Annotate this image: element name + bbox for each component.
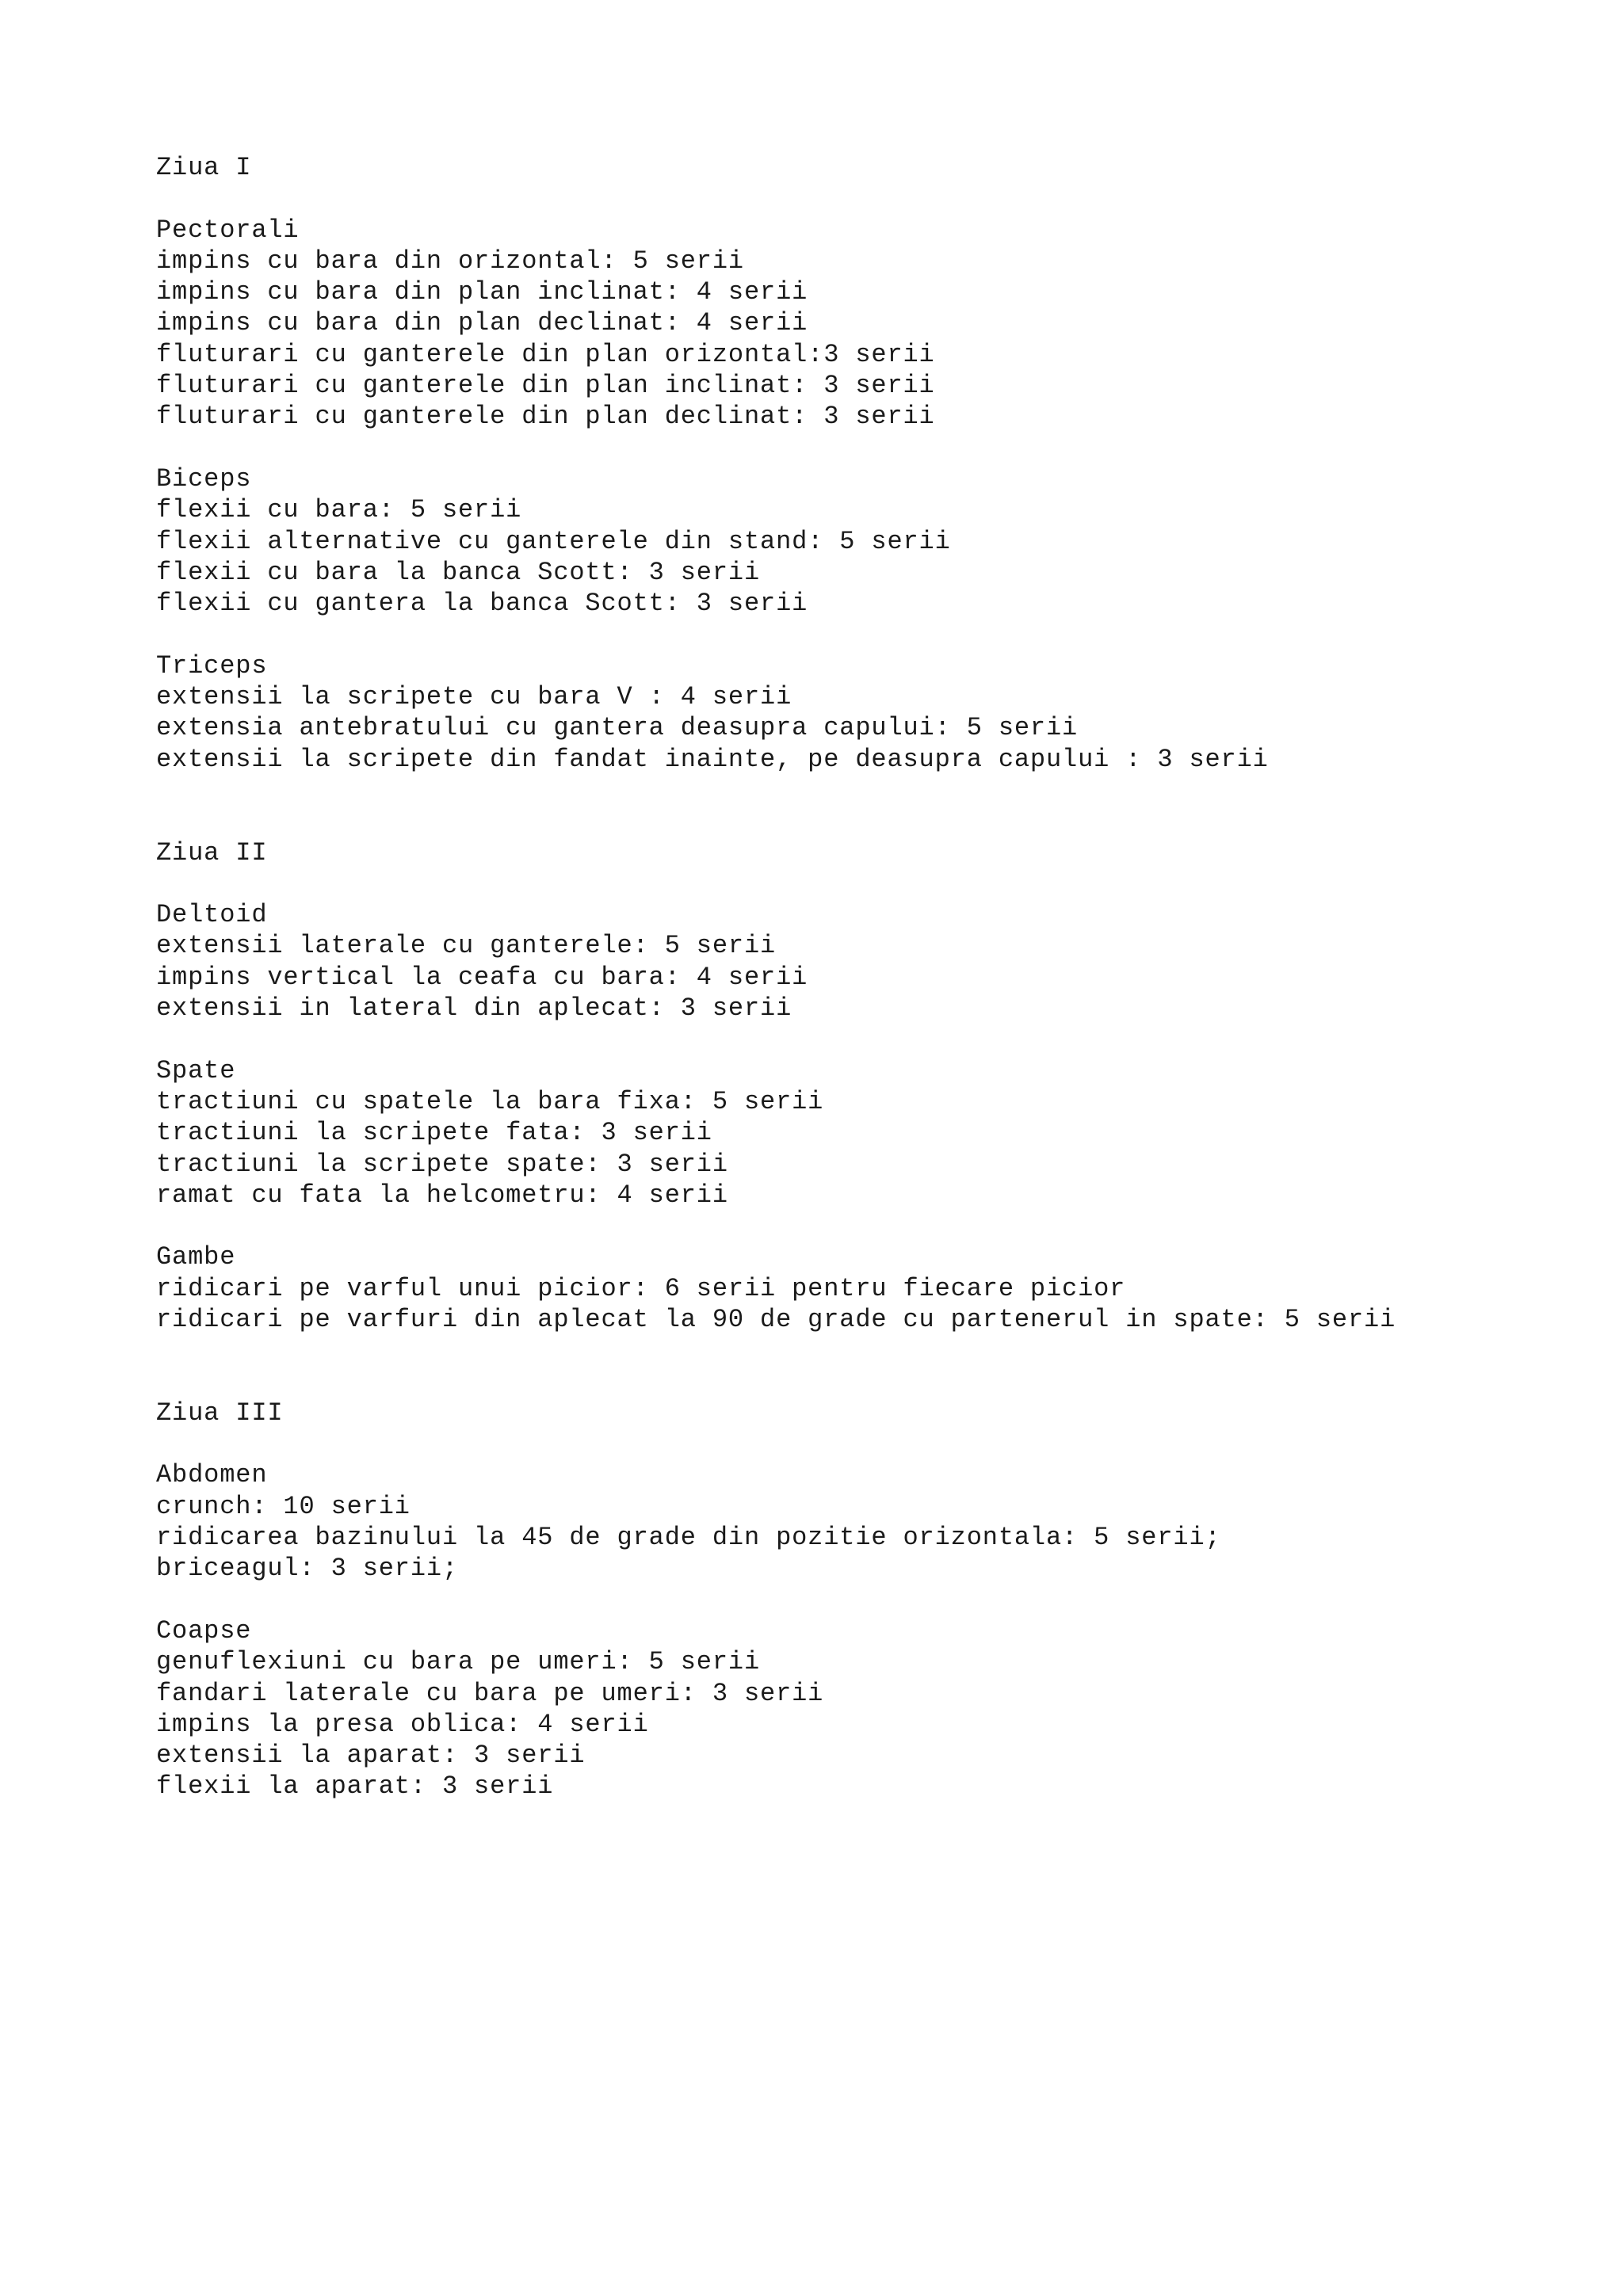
- exercise-line: ridicari pe varful unui picior: 6 serii pentru fiecare picior: [156, 1273, 1126, 1303]
- exercise-line: ridicarea bazinului la 45 de grade din pozitie orizontala: 5 serii;: [156, 1523, 1221, 1553]
- exercise-line: flexii cu bara la banca Scott: 3 serii: [156, 557, 761, 587]
- muscle-group: [156, 899, 1598, 1024]
- exercise-list: [156, 246, 1598, 433]
- exercise-line: impins la presa oblica: 4 serii: [156, 1709, 649, 1739]
- exercise-line: flexii cu gantera la banca Scott: 3 serii: [156, 589, 808, 619]
- muscle-group-title: Deltoid: [156, 900, 268, 930]
- muscle-group-title: Coapse: [156, 1615, 252, 1646]
- exercise-list: [156, 1646, 1598, 1802]
- exercise-line: briceagul: 3 serii;: [156, 1554, 459, 1584]
- muscle-group-title: Pectorali: [156, 215, 300, 245]
- exercise-list: [156, 681, 1598, 775]
- day-title: Ziua III: [156, 1398, 284, 1428]
- exercise-line: impins cu bara din plan inclinat: 4 serii: [156, 277, 808, 307]
- exercise-list: [156, 1086, 1598, 1211]
- day-title: Ziua II: [156, 837, 268, 868]
- exercise-line: impins vertical la ceafa cu bara: 4 serii: [156, 962, 808, 992]
- exercise-list: [156, 1273, 1598, 1336]
- exercise-line: impins cu bara din orizontal: 5 serii: [156, 246, 744, 276]
- day-section: [156, 152, 1598, 775]
- exercise-line: ramat cu fata la helcometru: 4 serii: [156, 1180, 728, 1210]
- exercise-list: [156, 1491, 1598, 1585]
- muscle-group-title: Abdomen: [156, 1460, 268, 1490]
- exercise-line: impins cu bara din plan declinat: 4 serii: [156, 308, 808, 338]
- exercise-line: genuflexiuni cu bara pe umeri: 5 serii: [156, 1647, 761, 1677]
- muscle-group: [156, 650, 1598, 775]
- day-title: Ziua I: [156, 153, 252, 182]
- exercise-line: flexii cu bara: 5 serii: [156, 495, 522, 525]
- exercise-line: fluturari cu ganterele din plan inclinat: 3 serii: [156, 371, 935, 401]
- exercise-line: tractiuni la scripete spate: 3 serii: [156, 1149, 728, 1179]
- muscle-group: [156, 1459, 1598, 1584]
- muscle-group: [156, 463, 1598, 619]
- day-section: [156, 1398, 1598, 1802]
- exercise-line: fluturari cu ganterele din plan orizontal:3 serii: [156, 339, 935, 369]
- exercise-line: extensii in lateral din aplecat: 3 serii: [156, 994, 792, 1024]
- exercise-line: extensii la scripete din fandat inainte, pe deasupra capului : 3 serii: [156, 744, 1269, 774]
- document-page: [156, 152, 1598, 1802]
- muscle-group: [156, 215, 1598, 433]
- exercise-line: tractiuni la scripete fata: 3 serii: [156, 1118, 712, 1148]
- exercise-line: fandari laterale cu bara pe umeri: 3 serii: [156, 1678, 824, 1708]
- exercise-line: fluturari cu ganterele din plan declinat: 3 serii: [156, 402, 935, 432]
- muscle-group-title: Gambe: [156, 1242, 236, 1272]
- muscle-group: [156, 1615, 1598, 1802]
- exercise-line: flexii la aparat: 3 serii: [156, 1772, 554, 1802]
- exercise-line: tractiuni cu spatele la bara fixa: 5 serii: [156, 1086, 824, 1116]
- exercise-list: [156, 930, 1598, 1024]
- exercise-line: flexii alternative cu ganterele din stand: 5 serii: [156, 526, 951, 556]
- muscle-group: [156, 1055, 1598, 1211]
- exercise-line: extensia antebratului cu gantera deasupra capului: 5 serii: [156, 713, 1079, 743]
- day-section: [156, 837, 1598, 1336]
- muscle-group-title: Spate: [156, 1055, 236, 1085]
- exercise-line: extensii la scripete cu bara V : 4 serii: [156, 682, 792, 712]
- exercise-line: extensii laterale cu ganterele: 5 serii: [156, 931, 777, 961]
- exercise-line: extensii la aparat: 3 serii: [156, 1741, 586, 1771]
- muscle-group-title: Biceps: [156, 463, 252, 494]
- exercise-line: crunch: 10 serii: [156, 1491, 411, 1521]
- muscle-group-title: Triceps: [156, 650, 268, 681]
- muscle-group: [156, 1241, 1598, 1335]
- exercise-line: ridicari pe varfuri din aplecat la 90 de grade cu partenerul in spate: 5 serii: [156, 1304, 1396, 1334]
- exercise-list: [156, 494, 1598, 619]
